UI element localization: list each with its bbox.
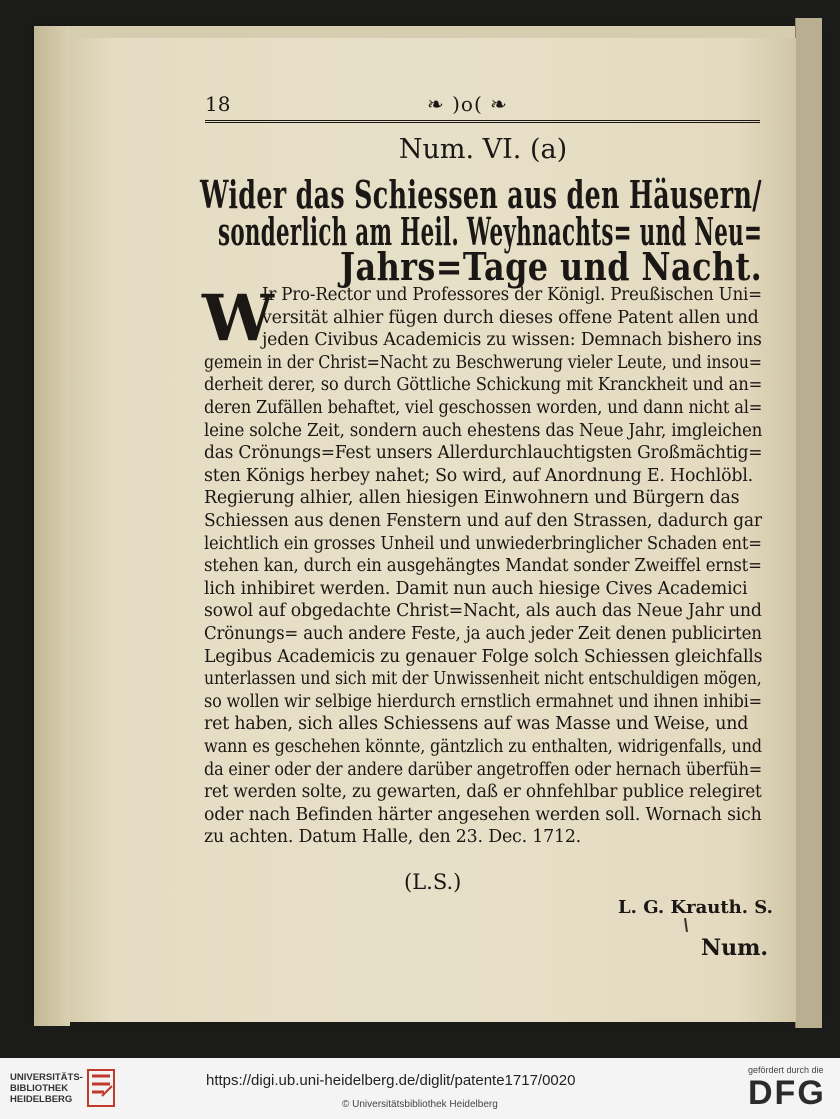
copyright-notice: © Universitätsbibliothek Heidelberg (342, 1099, 498, 1110)
body-line: sten Königs herbey nahet; So wird, auf Anordnung E. Hochlöbl. (204, 465, 754, 486)
body-line: lich inhibiret werden. Damit nun auch hiesige Cives Academici (204, 578, 748, 599)
drop-cap: W (202, 281, 274, 356)
body-line: versität alhier fügen durch dieses offene Patent allen und (262, 307, 759, 328)
body-line: zu achten. Datum Halle, den 23. Dec. 1712. (204, 827, 582, 848)
dfg-logo: DFG (748, 1074, 826, 1112)
catchword: Num. (701, 935, 769, 961)
page-number: 18 (205, 92, 231, 116)
body-line: unterlassen und sich mit der Unwissenheit nicht entschuldigen mögen, (204, 669, 762, 690)
body-line: Regierung alhier, allen hiesigen Einwohnern und Bürgern das (204, 488, 740, 509)
body-line: da einer oder der andere darüber angetroffen oder hernach überfüh= (204, 759, 763, 780)
body-line: jeden Civibus Academicis zu wissen: Demnach bishero ins (262, 330, 762, 351)
body-line: deren Zufällen behaftet, viel geschossen worden, und dann nicht al= (204, 398, 763, 418)
running-header (205, 92, 760, 122)
body-line: Crönungs= auch andere Feste, ja auch jeder Zeit denen publicirten (204, 624, 762, 644)
signature: L. G. Krauth. S. (618, 897, 773, 918)
library-logo-icon (84, 1066, 118, 1110)
body-line: gemein in der Christ=Nacht zu Beschwerung vieler Leute, und insou= (204, 352, 762, 373)
library-line-2: BIBLIOTHEK (10, 1083, 69, 1094)
body-line: Schiessen aus denen Fenstern und auf den Strassen, dadurch gar (204, 511, 762, 531)
body-line: Legibus Academicis zu genauer Folge solch Schiessen gleichfalls (204, 646, 763, 667)
body-line: stehen kan, durch ein ausgehängtes Mandat sonder Zweiffel ernst= (204, 556, 762, 577)
body-line: derheit derer, so durch Göttliche Schickung mit Kranckheit und an= (204, 375, 763, 396)
seal-mark: (L.S.) (404, 870, 462, 894)
number-heading: Num. VI. (a) (398, 134, 568, 165)
permalink-url[interactable]: https://digi.ub.uni-heidelberg.de/diglit/patente1717/0020 (206, 1072, 576, 1089)
body-line: wann es geschehen könnte, gäntzlich zu enthalten, widrigenfalls, und (204, 737, 762, 757)
body-line: Ir Pro-Rector und Professores der Königl. Preußischen Uni= (262, 285, 762, 305)
body-line: ret werden solte, zu gewarten, daß er ohnfehlbar publice relegiret (204, 782, 762, 803)
body-line: so wollen wir selbige hierdurch ernstlich ermahnet und ihnen inhibi= (204, 691, 762, 712)
title-line-3: Jahrs=Tage und Nacht. (340, 244, 763, 289)
library-line-1: UNIVERSITÄTS- (10, 1072, 83, 1083)
body-line: leichtlich ein grosses Unheil und unwiederbringlicher Schaden ent= (204, 533, 762, 554)
body-line: oder nach Befinden härter angesehen werden soll. Wornach sich (204, 804, 762, 825)
library-name (10, 1072, 83, 1105)
funding-label: gefördert durch die (748, 1065, 824, 1075)
body-line: leine solche Zeit, sondern auch ehestens das Neue Jahr, imgleichen (204, 420, 763, 441)
library-line-3: HEIDELBERG (10, 1094, 73, 1105)
body-line: sowol auf obgedachte Christ=Nacht, als auch das Neue Jahr und (204, 601, 762, 622)
page-edge (795, 18, 822, 1028)
header-ornament: ❧ )o( ❧ (427, 92, 508, 116)
title-line-1: Wider das Schiessen aus den Häusern/ (200, 172, 762, 217)
body-line: das Crönungs=Fest unsers Allerdurchlauchtigsten Großmächtig= (204, 443, 763, 464)
body-line: ret haben, sich alles Schiessens auf was Masse und Weise, und (204, 714, 749, 735)
viewer-footer (0, 1058, 840, 1119)
header-rule (205, 120, 760, 123)
title-line-2: sonderlich am Heil. Weyhnachts= und Neu= (218, 209, 763, 254)
